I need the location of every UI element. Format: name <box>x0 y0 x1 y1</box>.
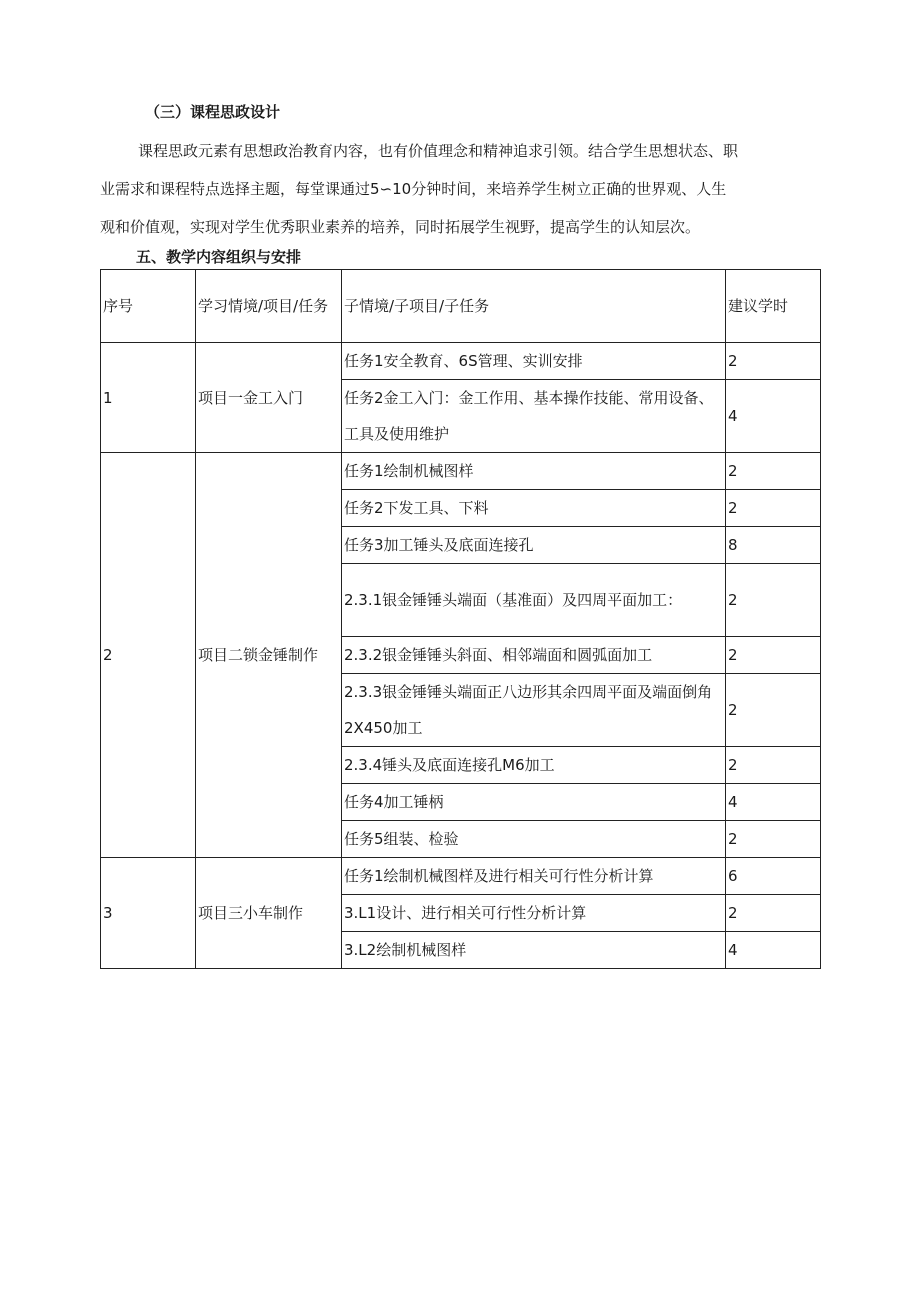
header-project: 学习情境/项目/任务 <box>196 270 342 343</box>
header-hours: 建议学时 <box>726 270 821 343</box>
group-seq: 2 <box>101 453 196 858</box>
group-seq: 1 <box>101 343 196 453</box>
task-cell: 任务2下发工具、下料 <box>342 490 726 527</box>
hours-cell: 2 <box>726 674 821 747</box>
hours-cell: 4 <box>726 784 821 821</box>
teaching-plan-table <box>100 269 821 969</box>
group-project: 项目一金工入门 <box>196 343 342 453</box>
task-cell: 任务2金工入门：金工作用、基本操作技能、常用设备、工具及使用维护 <box>342 380 726 453</box>
task-cell: 任务4加工锤柄 <box>342 784 726 821</box>
table-row <box>101 858 821 895</box>
hours-cell: 6 <box>726 858 821 895</box>
task-cell: 3.L2绘制机械图样 <box>342 932 726 969</box>
hours-cell: 8 <box>726 527 821 564</box>
hours-cell: 2 <box>726 895 821 932</box>
hours-cell: 4 <box>726 932 821 969</box>
task-cell: 2.3.3银金锤锤头端面正八边形其余四周平面及端面倒角2X450加工 <box>342 674 726 747</box>
paragraph-line: 课程思政元素有思想政治教育内容，也有价值理念和精神追求引领。结合学生思想状态、职 <box>138 142 739 160</box>
header-subtask: 子情境/子项目/子任务 <box>342 270 726 343</box>
hours-cell: 2 <box>726 564 821 637</box>
task-cell: 任务5组装、检验 <box>342 821 726 858</box>
task-cell: 2.3.1银金锤锤头端面（基准面）及四周平面加工： <box>342 564 726 637</box>
paragraph-line: 观和价值观，实现对学生优秀职业素养的培养，同时拓展学生视野，提高学生的认知层次。 <box>100 218 701 236</box>
table-row <box>101 343 821 380</box>
section-heading: （三）课程思政设计 <box>145 103 281 121</box>
task-cell: 3.L1设计、进行相关可行性分析计算 <box>342 895 726 932</box>
hours-cell: 2 <box>726 637 821 674</box>
task-cell: 任务1安全教育、6S管理、实训安排 <box>342 343 726 380</box>
group-project: 项目三小车制作 <box>196 858 342 969</box>
hours-cell: 2 <box>726 490 821 527</box>
table-row <box>101 453 821 490</box>
task-cell: 2.3.4锤头及底面连接孔M6加工 <box>342 747 726 784</box>
header-seq: 序号 <box>101 270 196 343</box>
group-seq: 3 <box>101 858 196 969</box>
hours-cell: 4 <box>726 380 821 453</box>
hours-cell: 2 <box>726 343 821 380</box>
task-cell: 任务1绘制机械图样 <box>342 453 726 490</box>
task-cell: 任务1绘制机械图样及进行相关可行性分析计算 <box>342 858 726 895</box>
chapter-heading: 五、教学内容组织与安排 <box>136 248 302 266</box>
table-header-row <box>101 270 821 343</box>
hours-cell: 2 <box>726 453 821 490</box>
task-cell: 2.3.2银金锤锤头斜面、相邻端面和圆弧面加工 <box>342 637 726 674</box>
paragraph-line: 业需求和课程特点选择主题，每堂课通过5∽10分钟时间，来培养学生树立正确的世界观、人生 <box>100 180 727 198</box>
section-paragraph <box>100 132 825 246</box>
hours-cell: 2 <box>726 747 821 784</box>
task-cell: 任务3加工锤头及底面连接孔 <box>342 527 726 564</box>
hours-cell: 2 <box>726 821 821 858</box>
group-project: 项目二锁金锤制作 <box>196 453 342 858</box>
